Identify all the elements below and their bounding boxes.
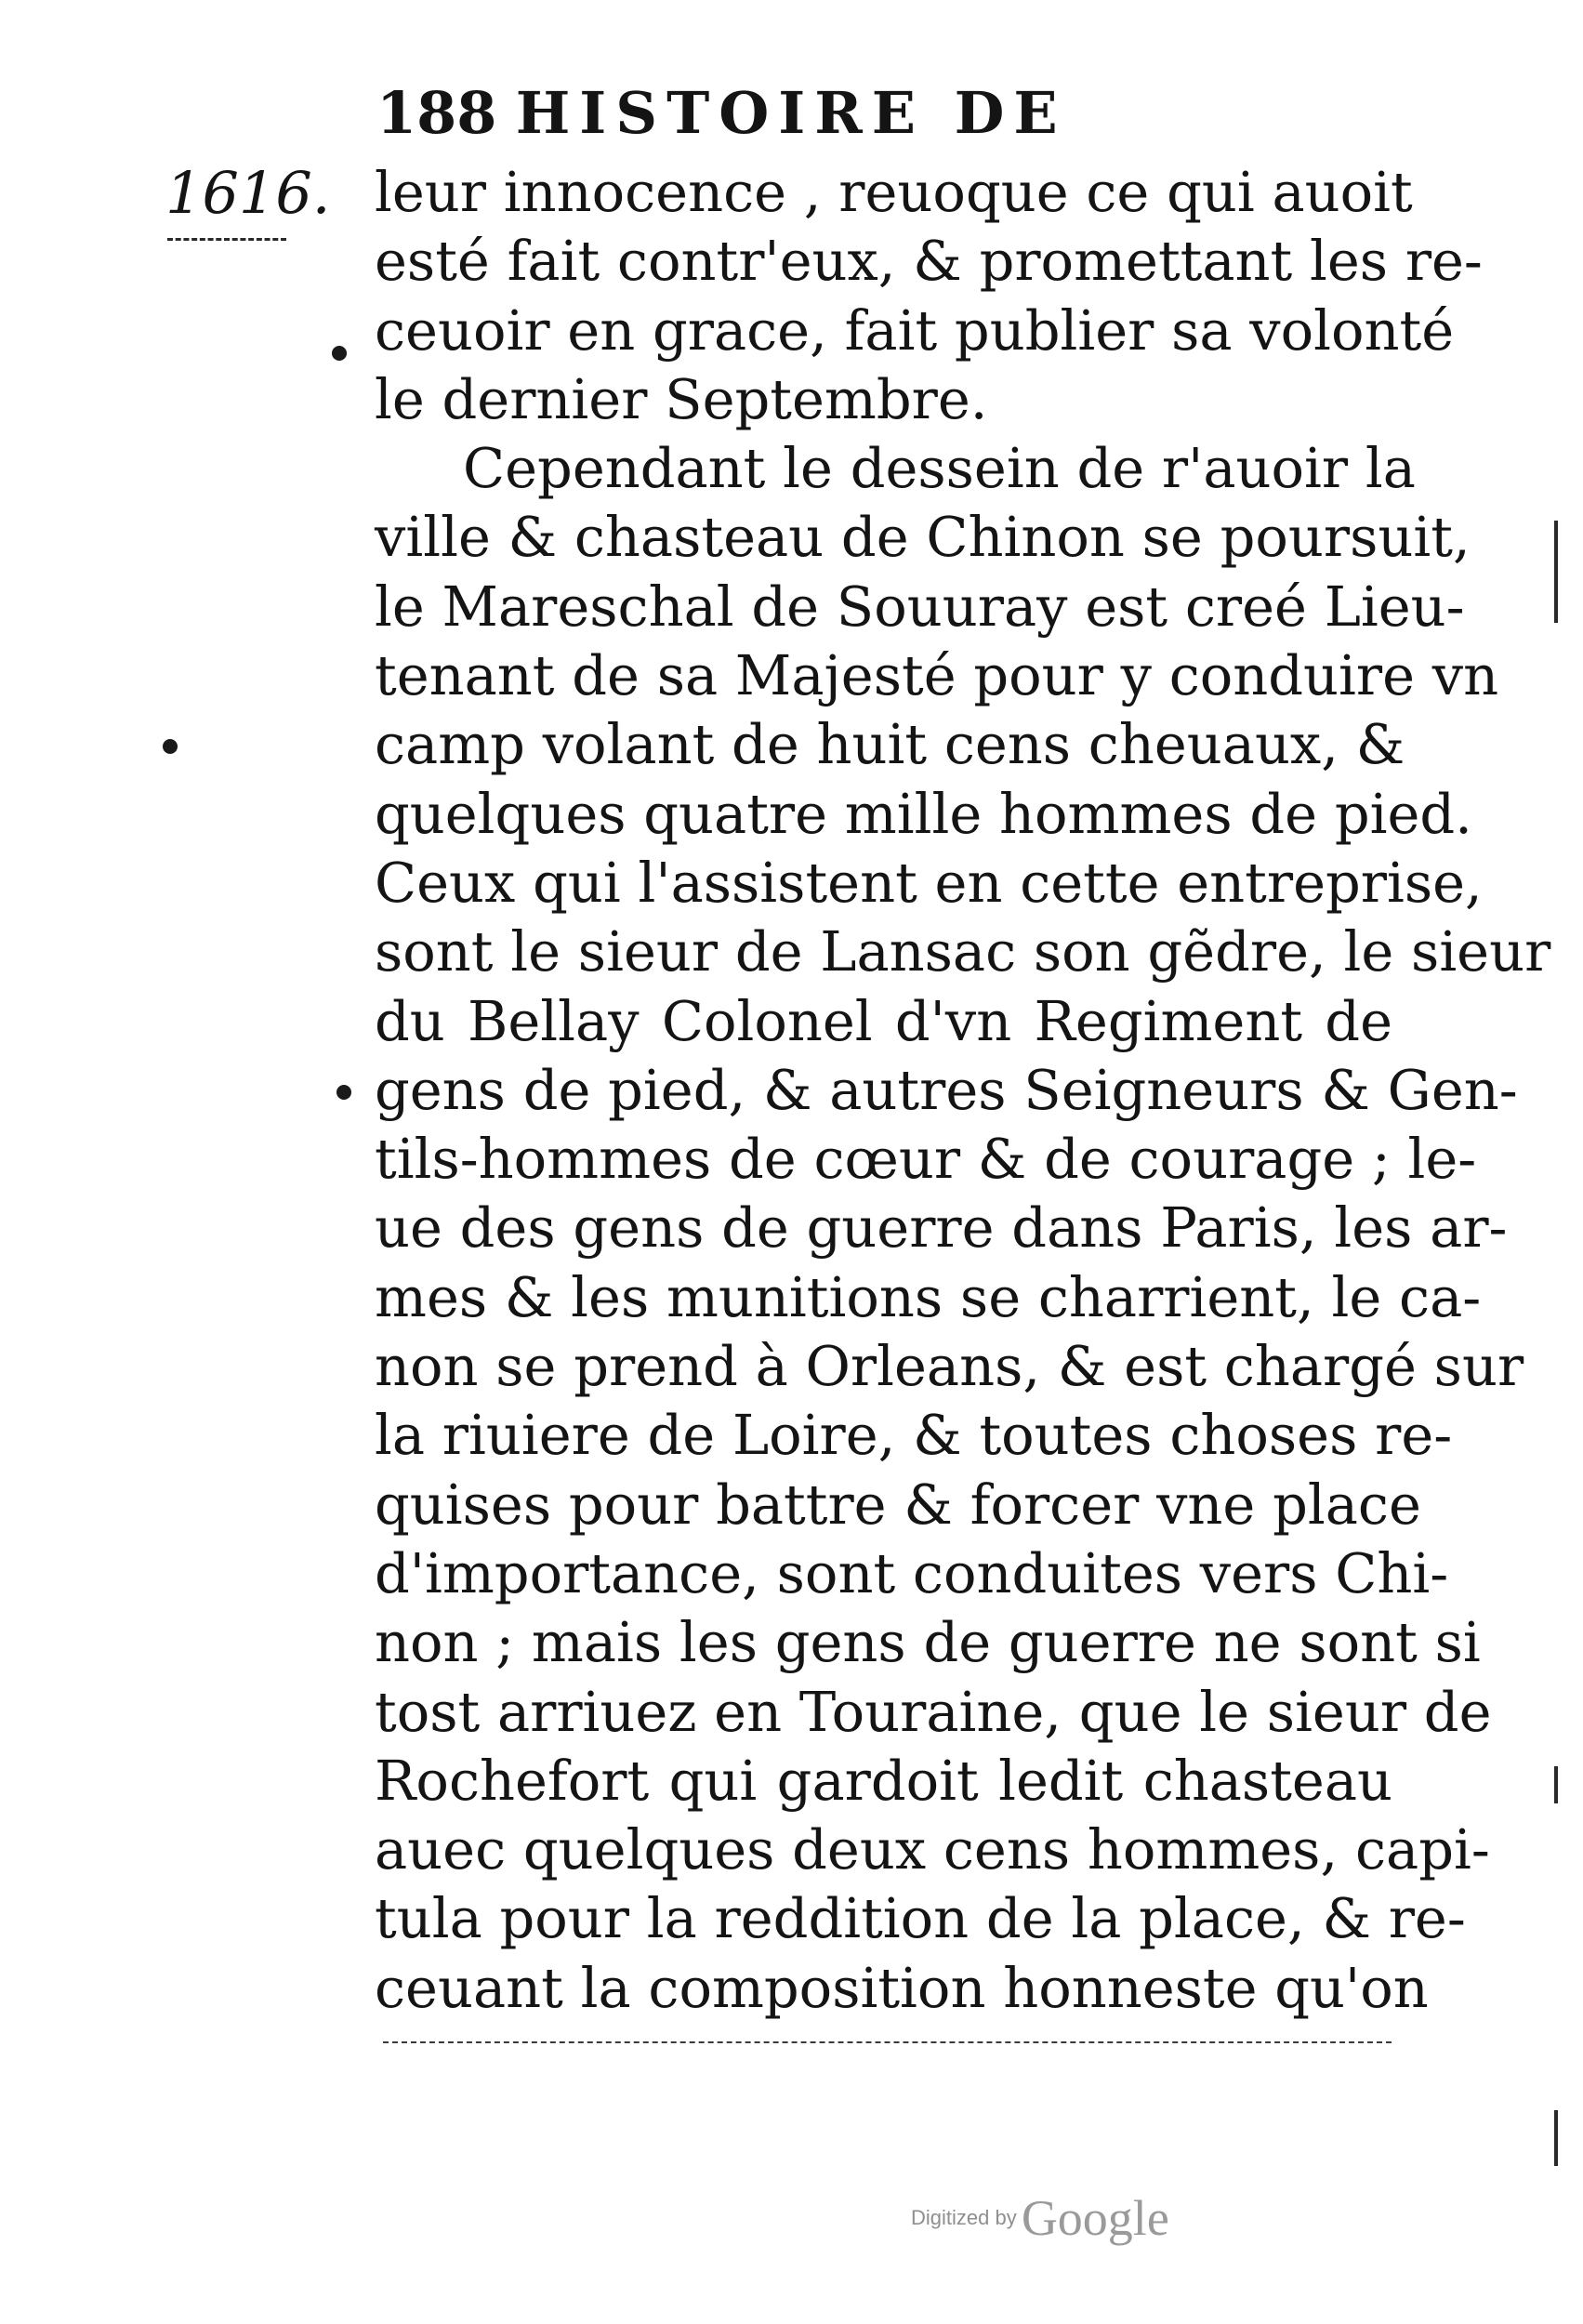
text-line: tenant de sa Majesté pour y conduire vn bbox=[375, 643, 1499, 708]
margin-year-note: 1616. bbox=[165, 159, 331, 227]
text-line: esté fait contr'eux, & promettant les re- bbox=[375, 229, 1483, 294]
text-line: mes & les munitions se charrient, le ca- bbox=[375, 1264, 1482, 1329]
text-line: tula pour la reddition de la place, & re- bbox=[375, 1886, 1466, 1951]
text-line: du Bellay Colonel d'vn Regiment de bbox=[375, 988, 1392, 1053]
bottom-rule bbox=[383, 2041, 1392, 2043]
running-title: HISTOIRE DE bbox=[515, 79, 1067, 147]
text-line: gens de pied, & autres Seigneurs & Gen- bbox=[375, 1057, 1518, 1122]
margin-bullet-icon bbox=[163, 739, 178, 754]
margin-bullet-icon bbox=[332, 346, 347, 361]
text-line: d'importance, sont conduites vers Chi- bbox=[375, 1540, 1449, 1605]
text-line: ue des gens de guerre dans Paris, les ar- bbox=[375, 1195, 1508, 1261]
digitization-watermark bbox=[911, 2189, 1169, 2245]
text-line: Ceux qui l'assistent en cette entreprise, bbox=[375, 850, 1483, 915]
text-line: le dernier Septembre. bbox=[375, 366, 988, 431]
text-line: non ; mais les gens de guerre ne sont si bbox=[375, 1610, 1481, 1675]
text-line: la riuiere de Loire, & toutes choses re- bbox=[375, 1403, 1453, 1468]
text-line: Cependant le dessein de r'auoir la bbox=[463, 436, 1416, 501]
margin-bullet-icon bbox=[336, 1085, 351, 1100]
text-line: quelques quatre mille hommes de pied. bbox=[375, 781, 1472, 846]
text-line: Rochefort qui gardoit ledit chasteau bbox=[375, 1748, 1392, 1813]
watermark-prefix: Digitized by bbox=[911, 2206, 1017, 2229]
text-line: le Mareschal de Souuray est creé Lieu- bbox=[375, 574, 1465, 639]
text-line: tils-hommes de cœur & de courage ; le- bbox=[375, 1127, 1477, 1192]
margin-year-rule bbox=[167, 238, 286, 241]
page-header bbox=[376, 76, 1213, 151]
body-text bbox=[375, 158, 1551, 2023]
text-line: ville & chasteau de Chinon se poursuit, bbox=[375, 505, 1471, 570]
text-line: leur innocence , reuoque ce qui auoit bbox=[375, 160, 1413, 224]
page-number: 188 bbox=[376, 79, 497, 147]
edge-mark bbox=[1554, 2110, 1558, 2166]
text-line: camp volant de huit cens cheuaux, & bbox=[375, 712, 1405, 777]
text-line: quises pour battre & forcer vne place bbox=[375, 1472, 1421, 1537]
text-line: ceuant la composition honneste qu'on bbox=[375, 1955, 1429, 2020]
edge-mark bbox=[1554, 521, 1558, 623]
text-line: non se prend à Orleans, & est chargé sur bbox=[375, 1334, 1524, 1399]
text-line: ceuoir en grace, fait publier sa volonté bbox=[375, 297, 1455, 363]
watermark-brand: Google bbox=[1021, 2190, 1169, 2246]
edge-mark bbox=[1554, 1766, 1558, 1803]
text-line: sont le sieur de Lansac son gẽdre, le sieur bbox=[375, 919, 1551, 984]
text-line: tost arriuez en Touraine, que le sieur de bbox=[375, 1679, 1492, 1744]
text-line: auec quelques deux cens hommes, capi- bbox=[375, 1817, 1490, 1882]
